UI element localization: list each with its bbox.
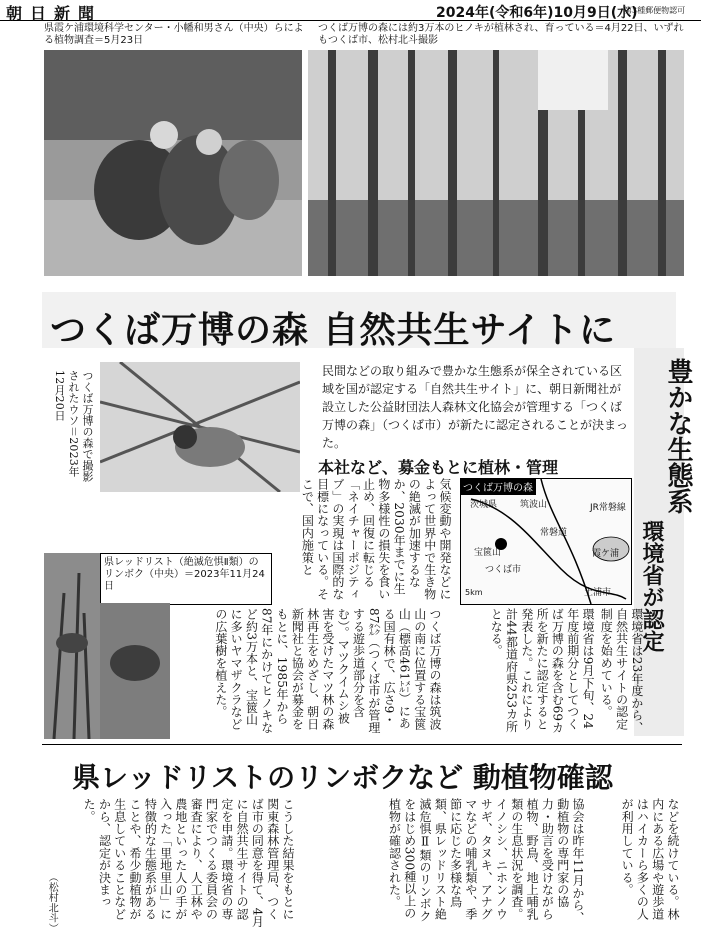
body-col-3: つくば万博の森は筑波山の南に位置する宝篋山（標高461㍍）にある国有林で、広さ9・87㌶（つくば市が管理する遊歩道部分を含む）。マツクイムシ被害を受けたマツ林の森林再生をめざし、朝日新聞社と協会が募金をもとに、1985年から87年にかけてヒノキなど約3万本と、宝篋山に多いヤマザクラなどの広葉樹を植えた。 bbox=[213, 608, 442, 734]
map-scale: 5km bbox=[465, 588, 483, 597]
plant-photo-2 bbox=[100, 603, 170, 739]
section-rule bbox=[42, 744, 682, 745]
plant-photo-caption: 県レッドリスト（絶滅危惧Ⅱ類）のリンボク（中央）＝2023年11月24日 bbox=[104, 557, 265, 592]
survey-photo-caption: 県霞ケ浦環境科学センター・小幡和男さん（中央）らによる植物調査＝5月23日 bbox=[44, 23, 304, 46]
bird-photo-caption: つくば万博の森で撮影されたウソ＝2023年12月20日 bbox=[53, 370, 94, 482]
second-headline: 県レッドリストのリンボクなど 動植物確認 bbox=[72, 761, 613, 794]
map-label-tsukubashi: つくば市 bbox=[485, 565, 522, 575]
bird-photo-image bbox=[100, 362, 300, 492]
forest-photo-image bbox=[308, 50, 684, 276]
bird-photo bbox=[100, 362, 300, 492]
forest-photo-caption: つくば万博の森には約3万本のヒノキが植林され、育っている＝4月22日、いずれもつくば市、松村北斗撮影 bbox=[318, 23, 684, 46]
body-col-upper: 気候変動や開発などによって世界中で生き物の絶滅が加速するなか、2030年までに生物多様性の損失を食い止め、回復に転じる「ネイチャーポジティブ」の実現は国際的な目標になっている。そこで、国内施策と bbox=[300, 478, 452, 600]
map-label-tsukubasan: 筑波山 bbox=[520, 500, 548, 510]
map-label-hokyosan: 宝篋山 bbox=[474, 548, 502, 558]
survey-photo-image bbox=[44, 50, 302, 276]
plant-photo-image bbox=[44, 553, 100, 739]
lower-col-1: などを続けている。林内にある広場や遊歩道はハイカーら多くの人が利用している。 bbox=[620, 798, 680, 920]
subhead: 本社など、募金もとに植林・管理 bbox=[318, 458, 559, 477]
map-title: つくば万博の森 bbox=[460, 478, 536, 495]
map-label-kasumigaura: 霞ケ浦 bbox=[592, 549, 620, 559]
paper-name: 朝日新聞 bbox=[6, 4, 103, 23]
lower-col-2: 協会は昨年11月から、動植物の専門家の協力・助言を受けながら植物、野鳥、地上哺乳類の生息状況を調査。イノシシ、ニホンノウサギ、タヌキ、アナグマなどの哺乳類や、季節に応じた多様な鳥類、県レッドリスト絶滅危惧Ⅱ類のリンボクをはじめ300種以上の植物が確認された。 bbox=[387, 798, 585, 924]
issue-date: 2024年(令和6年)10月9日(水) bbox=[436, 5, 638, 21]
lead-paragraph: 民間などの取り組みで豊かな生態系が保全されている区域を国が認定する「自然共生サイト」に、朝日新聞社が設立した公益財団法人森林文化協会が管理する「つくば万博の森」（つくば市）が新たに認定されることが決まった。 bbox=[322, 364, 629, 450]
mail-note: 第3種郵便物認可 bbox=[624, 6, 686, 15]
body-col-2: 環境省は9月下旬、24年度前期分としてつくば万博の森を含む69カ所を新たに認定すると発表した。これにより計44都道府県253カ所となる。 bbox=[489, 608, 595, 734]
side-headline-2: 環境省が認定 bbox=[639, 520, 664, 652]
lower-col-3: こうした結果をもとに関東森林管理局、つくば市の同意を得て、4月に自然共生サイトの認定を申請。環境省の専門家でつくる委員会の審査により、人工林や農地といった人の手が入った「里地里山」に特徴的な生態系があることや、希少動植物が生息していることなどから、認定が決まった。 bbox=[82, 798, 295, 928]
survey-photo bbox=[44, 50, 302, 276]
map-label-jr: JR常磐線 bbox=[590, 503, 626, 513]
map-label-joban: 常磐道 bbox=[540, 528, 568, 538]
body-col-3b bbox=[172, 720, 272, 740]
byline: （松村北斗） bbox=[46, 872, 58, 934]
plant-caption-box bbox=[100, 553, 272, 605]
plant-photo-2-image bbox=[100, 603, 170, 739]
plant-photo bbox=[44, 553, 100, 739]
side-headline-1: 豊かな生態系 bbox=[663, 358, 693, 514]
map-label-prefecture: 茨城県 bbox=[470, 500, 498, 510]
forest-photo bbox=[308, 50, 684, 276]
main-headline: つくば万博の森 自然共生サイトに bbox=[50, 310, 617, 351]
map-label-tsuchiura: 土浦市 bbox=[584, 588, 612, 598]
body-col-1: 環境省は23年度から、自然共生サイトの認定制度を始めている。 bbox=[599, 608, 644, 734]
